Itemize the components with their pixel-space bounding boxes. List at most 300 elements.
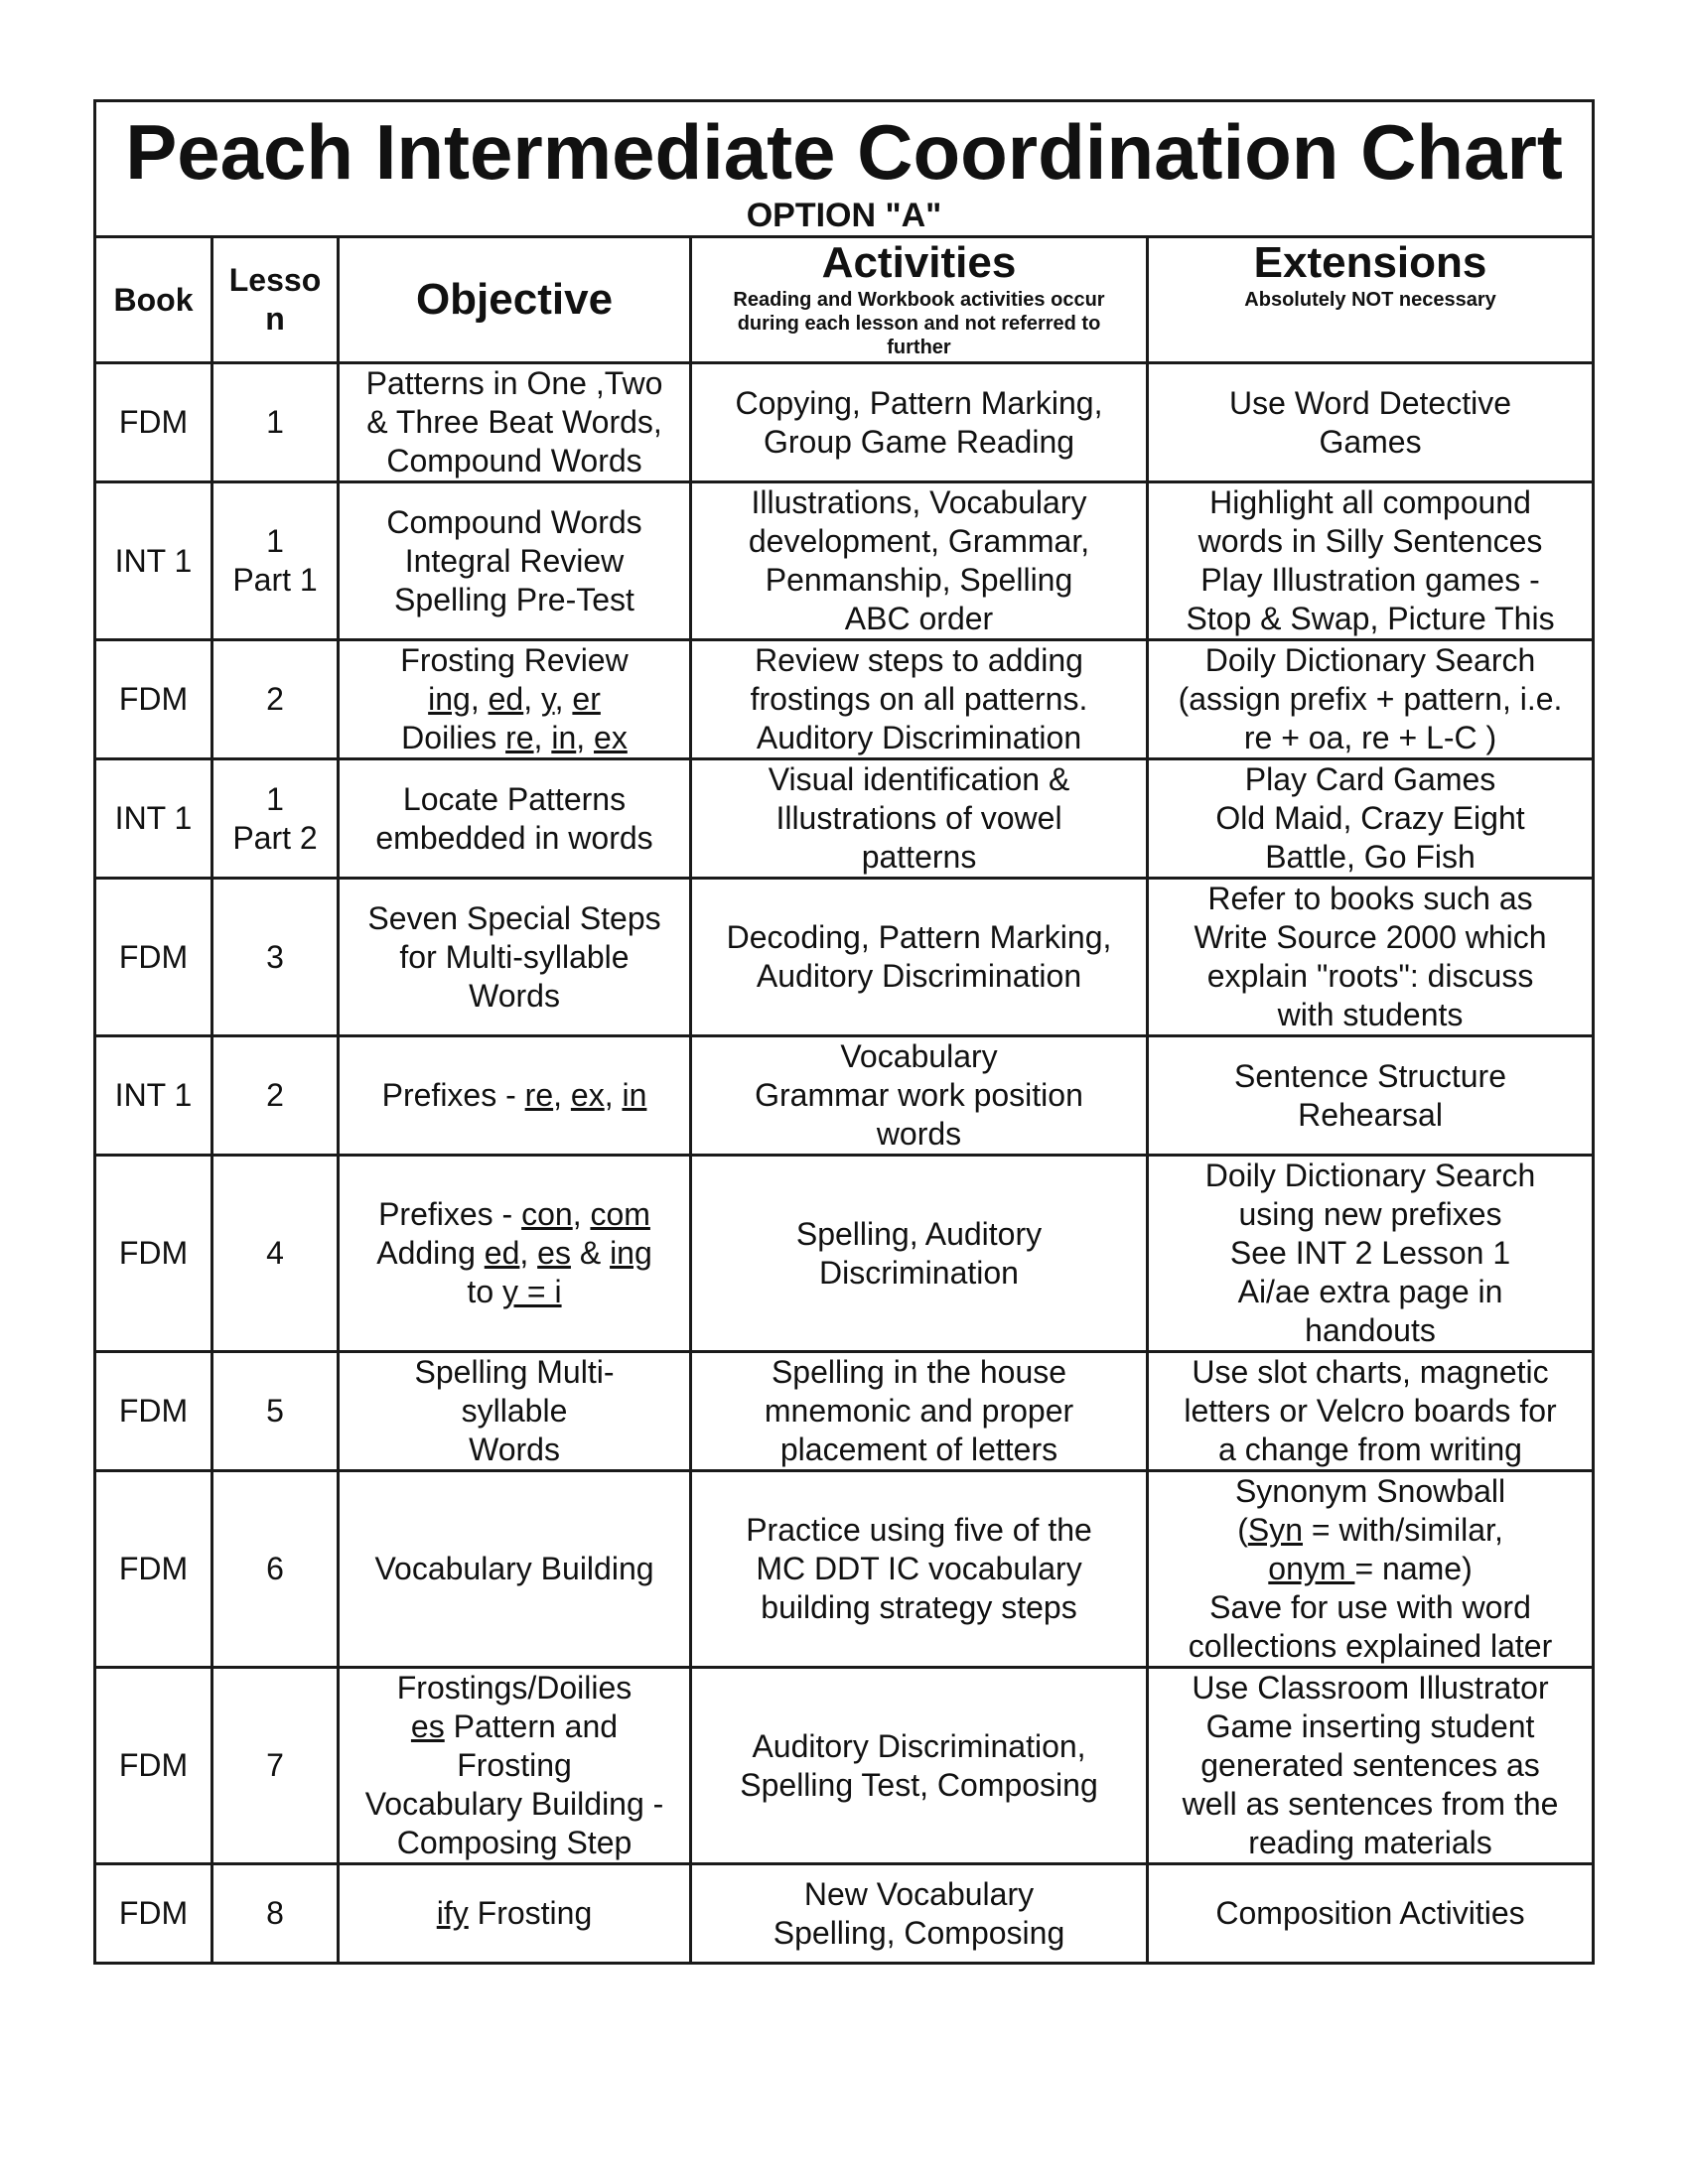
activities-note-line: during each lesson and not referred to	[737, 313, 1101, 335]
text-span: Decoding, Pattern Marking,	[726, 919, 1112, 955]
objective-line	[346, 1431, 683, 1469]
text-span: Words	[469, 977, 560, 1014]
text-span: Vocabulary Building	[374, 1551, 654, 1586]
objective-line	[346, 1824, 683, 1862]
lesson-cell	[212, 640, 339, 759]
objective-cell	[339, 482, 691, 640]
underlined-text: ex	[594, 720, 628, 755]
text-span: 3	[266, 938, 284, 975]
text-span: ,	[519, 1235, 538, 1271]
lesson-cell	[212, 1352, 339, 1471]
lesson-cell	[212, 1471, 339, 1668]
text-span: reading materials	[1248, 1825, 1492, 1860]
text-span: letters or Velcro boards for	[1184, 1393, 1557, 1429]
objective-line	[346, 1669, 683, 1707]
activities-cell	[691, 1864, 1148, 1964]
activities-line	[698, 1431, 1140, 1469]
extensions-line	[1155, 1057, 1586, 1096]
objective-line	[346, 1195, 683, 1234]
text-span: ,	[554, 681, 573, 717]
objective-cell	[339, 879, 691, 1036]
chart-title: Peach Intermediate Coordination Chart	[125, 108, 1563, 196]
header-extensions-label: Extensions	[1253, 238, 1487, 287]
text-span: See INT 2 Lesson 1	[1229, 1235, 1511, 1271]
text-span: Patterns in One ,Two	[365, 365, 663, 401]
text-span: mnemonic and proper	[764, 1393, 1074, 1429]
text-span: Write Source 2000 which	[1194, 919, 1547, 955]
extensions-cell	[1148, 1036, 1594, 1156]
text-span: Prefixes -	[378, 1196, 522, 1232]
objective-line	[346, 503, 683, 542]
text-span: placement of letters	[779, 1432, 1058, 1467]
text-span: Doilies	[401, 720, 506, 755]
text-span: Synonym Snowball	[1234, 1473, 1506, 1509]
objective-line	[346, 641, 683, 680]
activities-line	[698, 918, 1140, 957]
underlined-text: es	[410, 1708, 445, 1744]
activities-line	[698, 384, 1140, 423]
underlined-text: ed	[484, 1235, 520, 1271]
header-extensions	[1148, 237, 1594, 363]
activities-cell	[691, 640, 1148, 759]
objective-cell	[339, 1471, 691, 1668]
text-span: Old Maid, Crazy Eight	[1215, 800, 1525, 836]
activities-line	[698, 522, 1140, 561]
text-span: Spelling Multi-	[414, 1354, 615, 1390]
text-span: 5	[266, 1393, 284, 1429]
text-span: &	[570, 1235, 611, 1271]
activities-line	[698, 1353, 1140, 1392]
activities-line	[698, 760, 1140, 799]
header-lesson-line: Lesso	[228, 262, 322, 298]
text-span: handouts	[1305, 1312, 1436, 1348]
underlined-text: ing	[610, 1235, 652, 1271]
activities-line	[698, 719, 1140, 757]
text-span: to	[467, 1274, 502, 1309]
text-span: Play Card Games	[1244, 761, 1496, 797]
extensions-cell	[1148, 482, 1594, 640]
extensions-line	[1155, 957, 1586, 996]
lesson-line	[219, 522, 331, 561]
text-span: ,	[576, 720, 595, 755]
underlined-text: es	[537, 1235, 571, 1271]
text-span: Integral Review	[404, 542, 625, 579]
underlined-text: ex	[570, 1077, 605, 1113]
objective-line	[346, 364, 683, 403]
underlined-text: re	[524, 1077, 554, 1113]
underlined-text: ing	[428, 681, 471, 717]
extensions-line	[1155, 1392, 1586, 1431]
activities-line	[698, 1875, 1140, 1914]
text-span: 1	[266, 523, 284, 559]
text-span: Seven Special Steps	[367, 899, 661, 936]
underlined-text: onym	[1268, 1551, 1355, 1586]
text-span: Copying, Pattern Marking,	[735, 384, 1103, 421]
objective-line	[346, 1785, 683, 1824]
lesson-line	[219, 780, 331, 819]
extensions-line	[1155, 1824, 1586, 1862]
text-span: well as sentences from the	[1182, 1786, 1559, 1822]
text-span: 1	[266, 780, 284, 817]
extensions-cell	[1148, 640, 1594, 759]
extensions-cell	[1148, 363, 1594, 482]
text-span: Visual identification &	[768, 761, 1070, 797]
text-span: syllable	[461, 1393, 568, 1429]
activities-line	[698, 423, 1140, 462]
text-span: a change from writing	[1218, 1432, 1522, 1467]
activities-line	[698, 1550, 1140, 1588]
lesson-line	[219, 561, 331, 600]
objective-line	[346, 403, 683, 442]
extensions-line	[1155, 799, 1586, 838]
text-span: Penmanship, Spelling	[765, 562, 1073, 598]
extensions-line	[1155, 1472, 1586, 1511]
text-span: ,	[553, 1077, 571, 1113]
activities-line	[698, 1215, 1140, 1254]
extensions-line	[1155, 1157, 1586, 1195]
activities-line	[698, 1766, 1140, 1805]
header-row	[95, 237, 1594, 363]
text-span: MC DDT IC vocabulary	[756, 1551, 1082, 1586]
objective-cell	[339, 1668, 691, 1864]
text-span: Spelling Test, Composing	[740, 1766, 1098, 1803]
text-span: Prefixes -	[381, 1077, 525, 1113]
table-row	[95, 482, 1594, 640]
coordination-chart	[93, 99, 1595, 1965]
text-span: development, Grammar,	[748, 523, 1090, 559]
text-span: Grammar work position	[755, 1077, 1083, 1113]
extensions-line	[1155, 1273, 1586, 1311]
text-span: Group Game Reading	[763, 423, 1075, 460]
objective-line	[346, 1746, 683, 1785]
activities-cell	[691, 1668, 1148, 1864]
extensions-line	[1155, 918, 1586, 957]
activities-cell	[691, 1156, 1148, 1352]
activities-line	[698, 1392, 1140, 1431]
text-span: Highlight all compound	[1209, 484, 1531, 520]
activities-cell	[691, 1036, 1148, 1156]
extensions-cell	[1148, 879, 1594, 1036]
text-span: Frostings/Doilies	[396, 1670, 633, 1706]
text-span: Locate Patterns	[402, 780, 627, 817]
extensions-line	[1155, 1511, 1586, 1550]
activities-line	[698, 561, 1140, 600]
extensions-line	[1155, 719, 1586, 757]
extensions-line	[1155, 1234, 1586, 1273]
extensions-line	[1155, 1195, 1586, 1234]
activities-line	[698, 483, 1140, 522]
activities-line	[698, 1254, 1140, 1293]
extensions-cell	[1148, 759, 1594, 879]
underlined-text: er	[572, 681, 601, 717]
objective-cell	[339, 640, 691, 759]
text-span: embedded in words	[375, 819, 653, 856]
text-span: Battle, Go Fish	[1265, 839, 1476, 875]
book-cell: INT 1	[95, 482, 212, 640]
table-row	[95, 759, 1594, 879]
text-span: Adding	[376, 1235, 485, 1271]
activities-line	[698, 680, 1140, 719]
extensions-line	[1155, 641, 1586, 680]
text-span: patterns	[861, 839, 977, 875]
objective-cell	[339, 759, 691, 879]
objective-line	[346, 1076, 683, 1115]
text-span: ,	[604, 1077, 623, 1113]
lesson-line	[219, 1076, 331, 1115]
text-span: Pattern and	[444, 1708, 619, 1744]
book-cell: FDM	[95, 1156, 212, 1352]
header-lesson	[212, 237, 339, 363]
activities-line	[698, 838, 1140, 877]
text-span: Practice using five of the	[746, 1512, 1092, 1548]
text-span: words in Silly Sentences	[1197, 523, 1543, 559]
text-span: Doily Dictionary Search	[1204, 642, 1536, 678]
objective-line	[346, 1707, 683, 1746]
extensions-line	[1155, 1550, 1586, 1588]
extensions-line	[1155, 1431, 1586, 1469]
text-span: Compound Words	[386, 503, 642, 540]
lesson-line	[219, 1894, 331, 1933]
objective-line	[346, 938, 683, 977]
extensions-line	[1155, 760, 1586, 799]
text-span: Part 2	[232, 819, 318, 856]
text-span: Frosting Review	[400, 642, 629, 678]
extensions-cell	[1148, 1668, 1594, 1864]
extensions-line	[1155, 384, 1586, 423]
extensions-line	[1155, 423, 1586, 462]
lesson-line	[219, 938, 331, 977]
text-span: Discrimination	[819, 1254, 1019, 1291]
text-span: Spelling Pre-Test	[394, 581, 634, 617]
header-objective-label: Objective	[415, 275, 614, 324]
activities-line	[698, 1914, 1140, 1953]
text-span: Doily Dictionary Search	[1204, 1158, 1536, 1193]
text-span: = name)	[1354, 1551, 1473, 1586]
text-span: (	[1237, 1512, 1248, 1548]
text-span: Vocabulary	[840, 1038, 998, 1074]
objective-cell	[339, 1864, 691, 1964]
lesson-cell	[212, 1864, 339, 1964]
extensions-line	[1155, 1353, 1586, 1392]
text-span: Frosting	[457, 1747, 572, 1783]
text-span: = with/similar,	[1303, 1512, 1503, 1548]
text-span: re + oa, re + L-C )	[1243, 720, 1497, 755]
extensions-line	[1155, 680, 1586, 719]
objective-line	[346, 542, 683, 581]
text-span: Games	[1319, 423, 1422, 460]
activities-note-line: further	[887, 337, 951, 358]
text-span: Auditory Discrimination	[756, 720, 1082, 755]
objective-line	[346, 1273, 683, 1311]
table-row	[95, 363, 1594, 482]
book-cell: FDM	[95, 363, 212, 482]
extensions-line	[1155, 1311, 1586, 1350]
text-span: Composition Activities	[1215, 1895, 1525, 1931]
extensions-line	[1155, 1588, 1586, 1627]
book-cell: INT 1	[95, 1036, 212, 1156]
underlined-text: y = i	[502, 1274, 562, 1309]
lesson-cell	[212, 482, 339, 640]
table-row	[95, 1668, 1594, 1864]
activities-cell	[691, 1471, 1148, 1668]
text-span: ,	[470, 681, 489, 717]
objective-line	[346, 899, 683, 938]
extensions-cell	[1148, 1156, 1594, 1352]
text-span: Part 1	[232, 562, 318, 598]
text-span: Auditory Discrimination	[756, 958, 1082, 994]
text-span: collections explained later	[1188, 1628, 1553, 1664]
lesson-line	[219, 680, 331, 719]
text-span: 2	[266, 681, 284, 717]
header-activities-label: Activities	[821, 238, 1017, 287]
objective-line	[346, 1234, 683, 1273]
activities-line	[698, 1076, 1140, 1115]
lesson-cell	[212, 363, 339, 482]
underlined-text: Syn	[1247, 1512, 1303, 1548]
objective-line	[346, 1894, 683, 1933]
extensions-cell	[1148, 1864, 1594, 1964]
text-span: 4	[266, 1235, 284, 1271]
underlined-text: con	[521, 1196, 573, 1232]
text-span: 6	[266, 1551, 284, 1586]
objective-line	[346, 680, 683, 719]
text-span: for Multi-syllable	[399, 938, 630, 975]
activities-line	[698, 641, 1140, 680]
activities-line	[698, 1037, 1140, 1076]
activities-line	[698, 957, 1140, 996]
text-span: explain "roots": discuss	[1206, 958, 1534, 994]
text-span: Spelling in the house	[771, 1354, 1067, 1390]
text-span: Use Classroom Illustrator	[1192, 1670, 1549, 1706]
text-span: Auditory Discrimination,	[752, 1727, 1086, 1764]
lesson-cell	[212, 1156, 339, 1352]
text-span: 8	[266, 1895, 284, 1931]
text-span: 2	[266, 1077, 284, 1113]
text-span: words	[876, 1116, 962, 1152]
header-lesson-line: n	[265, 301, 285, 337]
objective-cell	[339, 1352, 691, 1471]
text-span: building strategy steps	[761, 1589, 1077, 1625]
text-span: Illustrations, Vocabulary	[751, 484, 1087, 520]
extensions-line	[1155, 1785, 1586, 1824]
text-span: Review steps to adding	[755, 642, 1083, 678]
text-span: ,	[523, 681, 541, 717]
header-objective	[339, 237, 691, 363]
objective-cell	[339, 1036, 691, 1156]
text-span: (assign prefix + pattern, i.e.	[1178, 681, 1563, 717]
text-span: Use slot charts, magnetic	[1192, 1354, 1549, 1390]
lesson-cell	[212, 759, 339, 879]
objective-cell	[339, 1156, 691, 1352]
extensions-line	[1155, 996, 1586, 1034]
table-row	[95, 640, 1594, 759]
extensions-line	[1155, 1669, 1586, 1707]
book-cell: FDM	[95, 1668, 212, 1864]
book-cell: FDM	[95, 1471, 212, 1668]
text-span: ,	[572, 1196, 591, 1232]
extensions-line	[1155, 1627, 1586, 1666]
underlined-text: in	[551, 720, 577, 755]
table-row	[95, 1471, 1594, 1668]
text-span: Frosting	[468, 1895, 593, 1931]
header-activities	[691, 237, 1148, 363]
text-span: generated sentences as	[1200, 1747, 1540, 1783]
text-span: Rehearsal	[1298, 1096, 1443, 1133]
lesson-line	[219, 1234, 331, 1273]
extensions-line	[1155, 1707, 1586, 1746]
title-cell	[95, 101, 1594, 237]
text-span: Spelling, Auditory	[795, 1215, 1043, 1252]
activities-cell	[691, 482, 1148, 640]
lesson-cell	[212, 1668, 339, 1864]
text-span: Words	[469, 1432, 560, 1467]
text-span: Compound Words	[386, 443, 642, 478]
activities-line	[698, 1115, 1140, 1154]
underlined-text: y	[541, 681, 555, 717]
underlined-text: re	[505, 720, 534, 755]
extensions-line	[1155, 561, 1586, 600]
option-label: OPTION "A"	[746, 197, 942, 234]
objective-line	[346, 1392, 683, 1431]
underlined-text: in	[622, 1077, 647, 1113]
text-span: 1	[266, 404, 284, 440]
text-span: ABC order	[844, 601, 994, 636]
activities-line	[698, 1588, 1140, 1627]
text-span: Stop & Swap, Picture This	[1186, 601, 1555, 636]
header-book: Book	[95, 237, 212, 363]
chart-body	[95, 363, 1594, 1964]
extensions-line	[1155, 838, 1586, 877]
extensions-cell	[1148, 1352, 1594, 1471]
text-span: 7	[266, 1747, 284, 1783]
text-span: with students	[1277, 997, 1464, 1032]
activities-cell	[691, 1352, 1148, 1471]
objective-line	[346, 780, 683, 819]
text-span: ,	[533, 720, 552, 755]
activities-line	[698, 1727, 1140, 1766]
text-span: Sentence Structure	[1234, 1057, 1506, 1094]
activities-cell	[691, 879, 1148, 1036]
underlined-text: com	[590, 1196, 650, 1232]
objective-line	[346, 442, 683, 480]
objective-line	[346, 977, 683, 1016]
text-span: Composing Step	[396, 1825, 633, 1860]
activities-line	[698, 799, 1140, 838]
text-span: Ai/ae extra page in	[1237, 1274, 1503, 1309]
underlined-text: ed	[488, 681, 524, 717]
text-span: Refer to books such as	[1207, 881, 1533, 916]
extensions-line	[1155, 600, 1586, 638]
text-span: using new prefixes	[1238, 1196, 1502, 1232]
objective-line	[346, 1353, 683, 1392]
extensions-line	[1155, 483, 1586, 522]
extensions-cell	[1148, 1471, 1594, 1668]
extensions-line	[1155, 1746, 1586, 1785]
lesson-cell	[212, 879, 339, 1036]
text-span: Use Word Detective	[1229, 384, 1511, 421]
extensions-line	[1155, 1894, 1586, 1933]
text-span: Play Illustration games -	[1200, 562, 1540, 598]
text-span: Save for use with word	[1209, 1589, 1531, 1625]
extensions-line	[1155, 880, 1586, 918]
objective-line	[346, 1550, 683, 1588]
extensions-note: Absolutely NOT necessary	[1244, 289, 1496, 311]
text-span: frostings on all patterns.	[750, 681, 1088, 717]
objective-line	[346, 581, 683, 619]
lesson-line	[219, 403, 331, 442]
extensions-line	[1155, 522, 1586, 561]
underlined-text: ify	[436, 1895, 469, 1931]
